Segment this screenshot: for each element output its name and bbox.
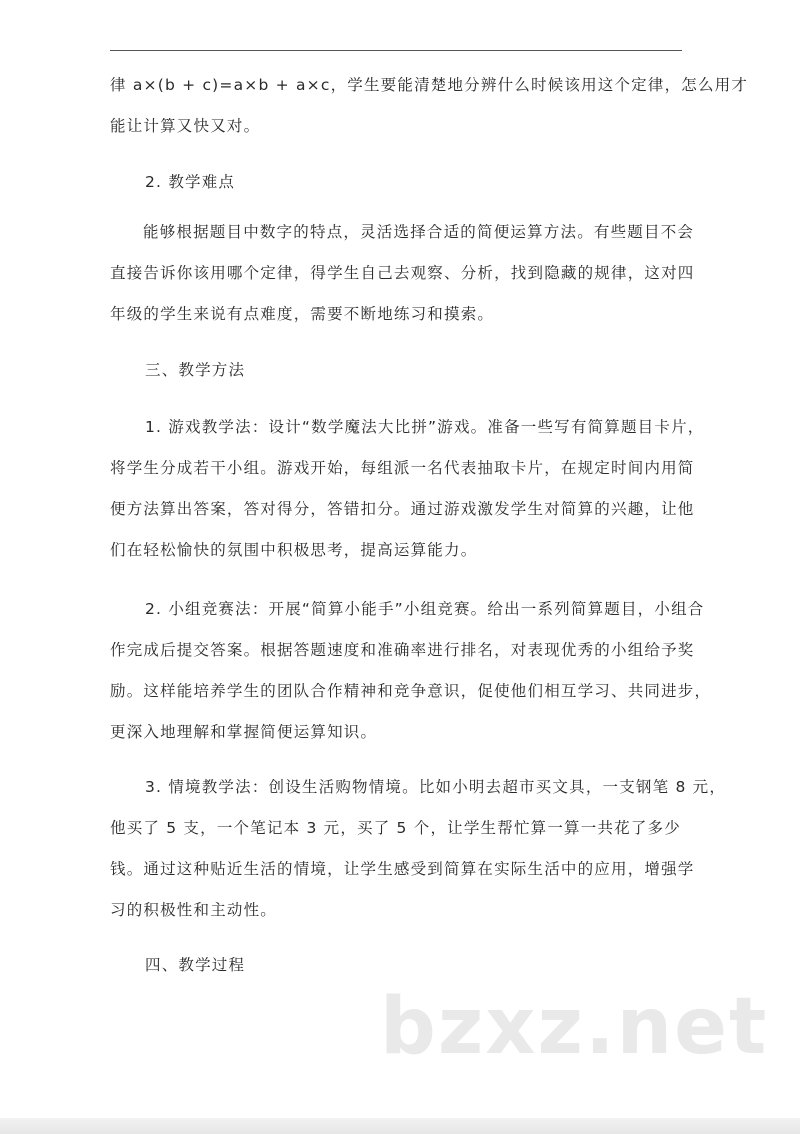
text-line: 年级的学生来说有点难度，需要不断地练习和摸索。 (110, 305, 495, 323)
text-line: 1. 游戏教学法：设计“数学魔法大比拼”游戏。准备一些写有简算题目卡片， (145, 418, 705, 436)
text-line: 励。这样能培养学生的团队合作精神和竞争意识，促使他们相互学习、共同进步， (110, 682, 712, 700)
heading-teaching-difficulty: 2. 教学难点 (145, 173, 236, 191)
text-line: 3. 情境教学法：创设生活购物情境。比如小明去超市买文具，一支钢笔 8 元， (145, 778, 727, 796)
text-line: 直接告诉你该用哪个定律，得学生自己去观察、分析，找到隐藏的规律，这对四 (110, 264, 695, 282)
paragraph-law-usage (110, 65, 749, 147)
paragraph-game-method (110, 407, 705, 571)
header-rule (110, 50, 682, 51)
text-line: 习的积极性和主动性。 (110, 901, 278, 919)
text-line: 2. 小组竞赛法：开展“简算小能手”小组竞赛。给出一系列简算题目，小组合 (145, 600, 705, 618)
paragraph-situational-method (110, 767, 727, 931)
text-line: 作完成后提交答案。根据答题速度和准确率进行排名，对表现优秀的小组给予奖 (110, 641, 695, 659)
heading-teaching-process: 四、教学过程 (145, 956, 246, 974)
paragraph-difficulty (110, 212, 695, 335)
text-line: 他买了 5 支，一个笔记本 3 元，买了 5 个，让学生帮忙算一算一共花了多少 (110, 819, 681, 837)
page-bottom-edge (0, 1118, 800, 1134)
text-line: 律 a×(b + c)=a×b + a×c，学生要能清楚地分辨什么时候该用这个定律，怎么用才 (110, 76, 749, 94)
watermark-logo: bzxz.net (380, 982, 769, 1072)
text-line: 将学生分成若干小组。游戏开始，每组派一名代表抽取卡片，在规定时间内用简 (110, 459, 695, 477)
text-line: 能让计算又快又对。 (110, 117, 261, 135)
text-line: 钱。通过这种贴近生活的情境，让学生感受到简算在实际生活中的应用，增强学 (110, 860, 695, 878)
text-line: 便方法算出答案，答对得分，答错扣分。通过游戏激发学生对简算的兴趣，让他 (110, 500, 695, 518)
heading-teaching-methods: 三、教学方法 (145, 361, 246, 379)
text-line: 们在轻松愉快的氛围中积极思考，提高运算能力。 (110, 541, 478, 559)
paragraph-group-competition (110, 589, 712, 753)
text-line: 更深入地理解和掌握简便运算知识。 (110, 723, 378, 741)
text-line: 能够根据题目中数字的特点，灵活选择合适的简便运算方法。有些题目不会 (143, 223, 695, 241)
